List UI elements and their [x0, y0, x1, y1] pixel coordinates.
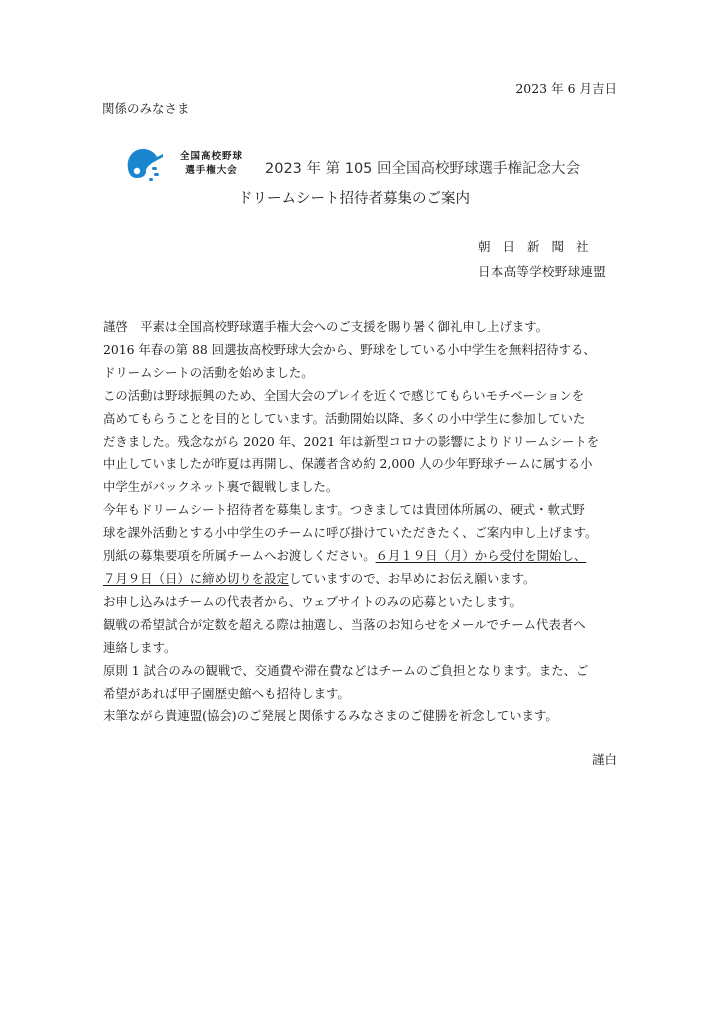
document-date: 2023 年 6 月吉日 — [515, 81, 617, 96]
addressee: 関係のみなさま — [102, 101, 190, 116]
body-line: お申し込みはチームの代表者から、ウェブサイトのみの応募といたします。 — [103, 593, 522, 609]
baseball-helmet-icon — [124, 143, 164, 183]
body-line: 高めてもらうことを目的としています。活動開始以降、多くの小中学生に参加していた — [103, 410, 586, 426]
sender-federation: 日本高等学校野球連盟 — [478, 264, 607, 279]
sender-asahi: 朝日新聞社 — [478, 239, 601, 254]
deadline-end-underlined: ７月９日（日）に締め切りを設定 — [103, 570, 289, 586]
body-line: 球を課外活動とする小中学生のチームに呼び掛けていただきたく、ご案内申し上げます。 — [103, 525, 598, 541]
logo-text — [180, 150, 243, 178]
page-title: 2023 年 第 105 回全国高校野球選手権記念大会 — [265, 161, 581, 177]
body-line: 原則 1 試合のみの観戦で、交通費や滞在費などはチームのご負担となります。また、ご — [103, 662, 589, 678]
body-line: 末筆ながら貴連盟(協会)のご発展と関係するみなさまのご健勝を祈念しています。 — [103, 708, 558, 724]
body-line: 今年もドリームシート招待者を募集します。つきましては貴団体所属の、硬式・軟式野 — [103, 502, 585, 518]
body-line: この活動は野球振興のため、全国大会のプレイを近くで感じてもらいモチベーションを — [103, 387, 585, 403]
body-line: 連絡します。 — [103, 639, 177, 655]
body-line: 2016 年春の第 88 回選抜高校野球大会から、野球をしている小中学生を無料招待する、 — [103, 341, 596, 357]
body-line: 希望があれば甲子園歴史館へも招待します。 — [103, 685, 350, 701]
logo-line-1: 全国高校野球 — [180, 151, 244, 162]
body-line-deadline-end — [103, 568, 633, 591]
body-line: 中学生がバックネット裏で観戦しました。 — [103, 479, 339, 495]
letter-body — [103, 316, 633, 728]
closing-remark: 謹白 — [591, 752, 617, 767]
body-text: していますので、お早めにお伝え願います。 — [288, 570, 536, 586]
deadline-start-underlined: ６月１９日（月）から受付を開始し、 — [375, 548, 587, 564]
body-line: 中止していましたが昨夏は再開し、保護者含め約 2,000 人の少年野球チームに属する小 — [103, 456, 593, 472]
logo-line-2: 選手権大会 — [185, 165, 238, 176]
body-text: 別紙の募集要項を所属チームへお渡しください。 — [103, 548, 376, 564]
body-line: ドリームシートの活動を始めました。 — [103, 364, 314, 380]
body-line-deadline-start — [103, 545, 633, 568]
body-line: 観戦の希望試合が定数を超える際は抽選し、当落のお知らせをメールでチーム代表者へ — [103, 616, 586, 632]
body-line: だきました。残念ながら 2020 年、2021 年は新型コロナの影響によりドリームシートを — [103, 433, 600, 449]
body-line: 謹啓 平素は全国高校野球選手権大会へのご支援を賜り暑く御礼申し上げます。 — [103, 319, 549, 334]
page-subtitle: ドリームシート招待者募集のご案内 — [238, 191, 470, 207]
